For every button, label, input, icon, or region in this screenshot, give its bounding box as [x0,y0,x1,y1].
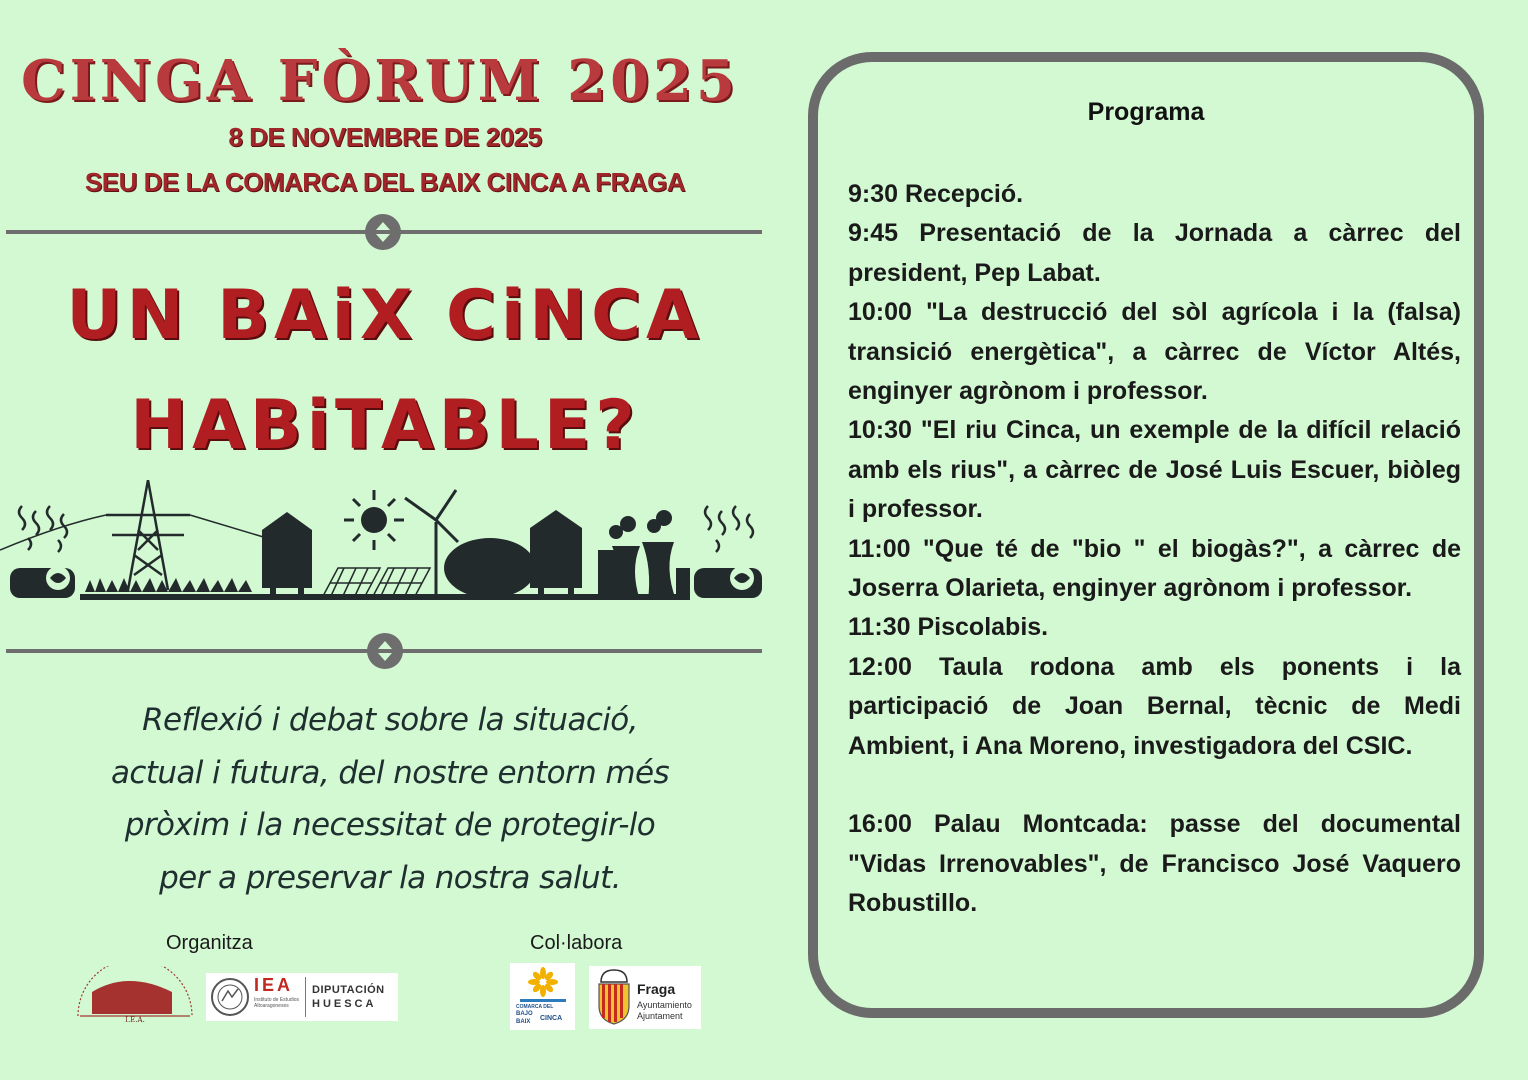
comarca-bajo: BAJO [516,1011,533,1017]
program-item-afternoon: 16:00 Palau Montcada: passe del documental "Vidas Irrenovables", de Francisco José Vaquero Robustillo. [848,810,1461,918]
iebc-initials: I.E.A. [125,1016,145,1024]
program-panel [808,52,1484,1018]
event-title: CINGA FÒRUM 2025 [21,48,739,114]
iea-diputacion-logo [206,973,398,1021]
coat-of-arms-icon [595,968,633,1026]
comarca-cinca: CINCA [540,1015,563,1022]
up-down-arrows-icon [373,220,393,244]
program-title: Programa [1087,98,1205,126]
diputacion-line2: HUESCA [312,998,377,1010]
river-line [520,999,566,1002]
factory-icon [598,510,690,600]
iea-seal-icon [210,977,250,1017]
smoke-icon [705,506,753,552]
headline-line-2: HABiTABLE? [130,386,640,465]
bush-icon [444,538,536,598]
landscape-illustration [0,480,770,610]
program-item: 11:30 Piscolabis. [848,613,1049,642]
program-item: 9:30 Recepció. [848,180,1024,208]
description-line: per a preservar la nostra salut. [159,859,621,896]
diputacion-line1: DIPUTACIÓN [312,984,385,996]
up-down-arrows-icon [375,639,395,663]
fraga-line2: Ajuntament [637,1011,683,1021]
program-spacer [848,766,1461,805]
silo-icon [262,512,312,600]
program-item: 11:00 "Que té de "bio " el biogàs?", a càrrec de Joserra Olarieta, enginyer agrònom i professor. [848,534,1461,603]
program-item: 9:45 Presentació de la Jornada a càrrec del president, Pep Labat. [848,219,1461,287]
description-line: actual i futura, del nostre entorn més [110,754,670,791]
event-date: 8 DE NOVEMBRE DE 2025 [228,122,542,152]
fraga-name: Fraga [637,981,676,997]
fraga-logo [589,966,701,1029]
comarca-small: COMARCA DEL [516,1004,554,1010]
flower-icon [528,967,558,997]
program-item: 12:00 Taula rodona amb els ponents i la participació de Joan Bernal, tècnic de Medi Ambient, i Ana Moreno, investigadora del CSIC. [848,652,1461,760]
description-line: Reflexió i debat sobre la situació, [142,702,638,738]
event-description [40,694,740,904]
fraga-line1: Ayuntamiento [637,1000,692,1010]
iea-name: IEA [254,975,294,995]
smoke-icon [19,506,67,552]
collaborator-label: Col·labora [530,932,623,954]
bottom-divider-knob [367,633,403,669]
iebc-logo [72,966,198,1024]
comarca-logo [510,963,575,1030]
program-item: 10:00 "La destrucció del sòl agrícola i la (falsa) transició energètica", a càrrec de Víctor Altés, enginyer agrònom i professor. [848,298,1461,406]
headline-line-1: UN BAiX CiNCA [66,276,704,355]
event-venue: SEU DE LA COMARCA DEL BAIX CINCA A FRAGA [84,167,686,197]
iea-fullname: Instituto de Estudios Altoaragoneses [254,997,300,1009]
silo-icon [530,510,582,600]
solar-panel-icon [322,568,430,598]
description-line: pròxim i la necessitat de protegir-lo [124,807,656,843]
program-list [848,175,1461,924]
organizer-label: Organitza [166,932,253,954]
sun-icon [344,490,404,550]
top-divider-knob [365,214,401,250]
comarca-baix: BAIX [516,1019,531,1025]
logo-separator [305,977,306,1017]
program-item: 10:30 "El riu Cinca, un exemple de la difícil relació amb els rius", a càrrec de José Luis Escuer, biòleg i professor. [848,416,1461,524]
